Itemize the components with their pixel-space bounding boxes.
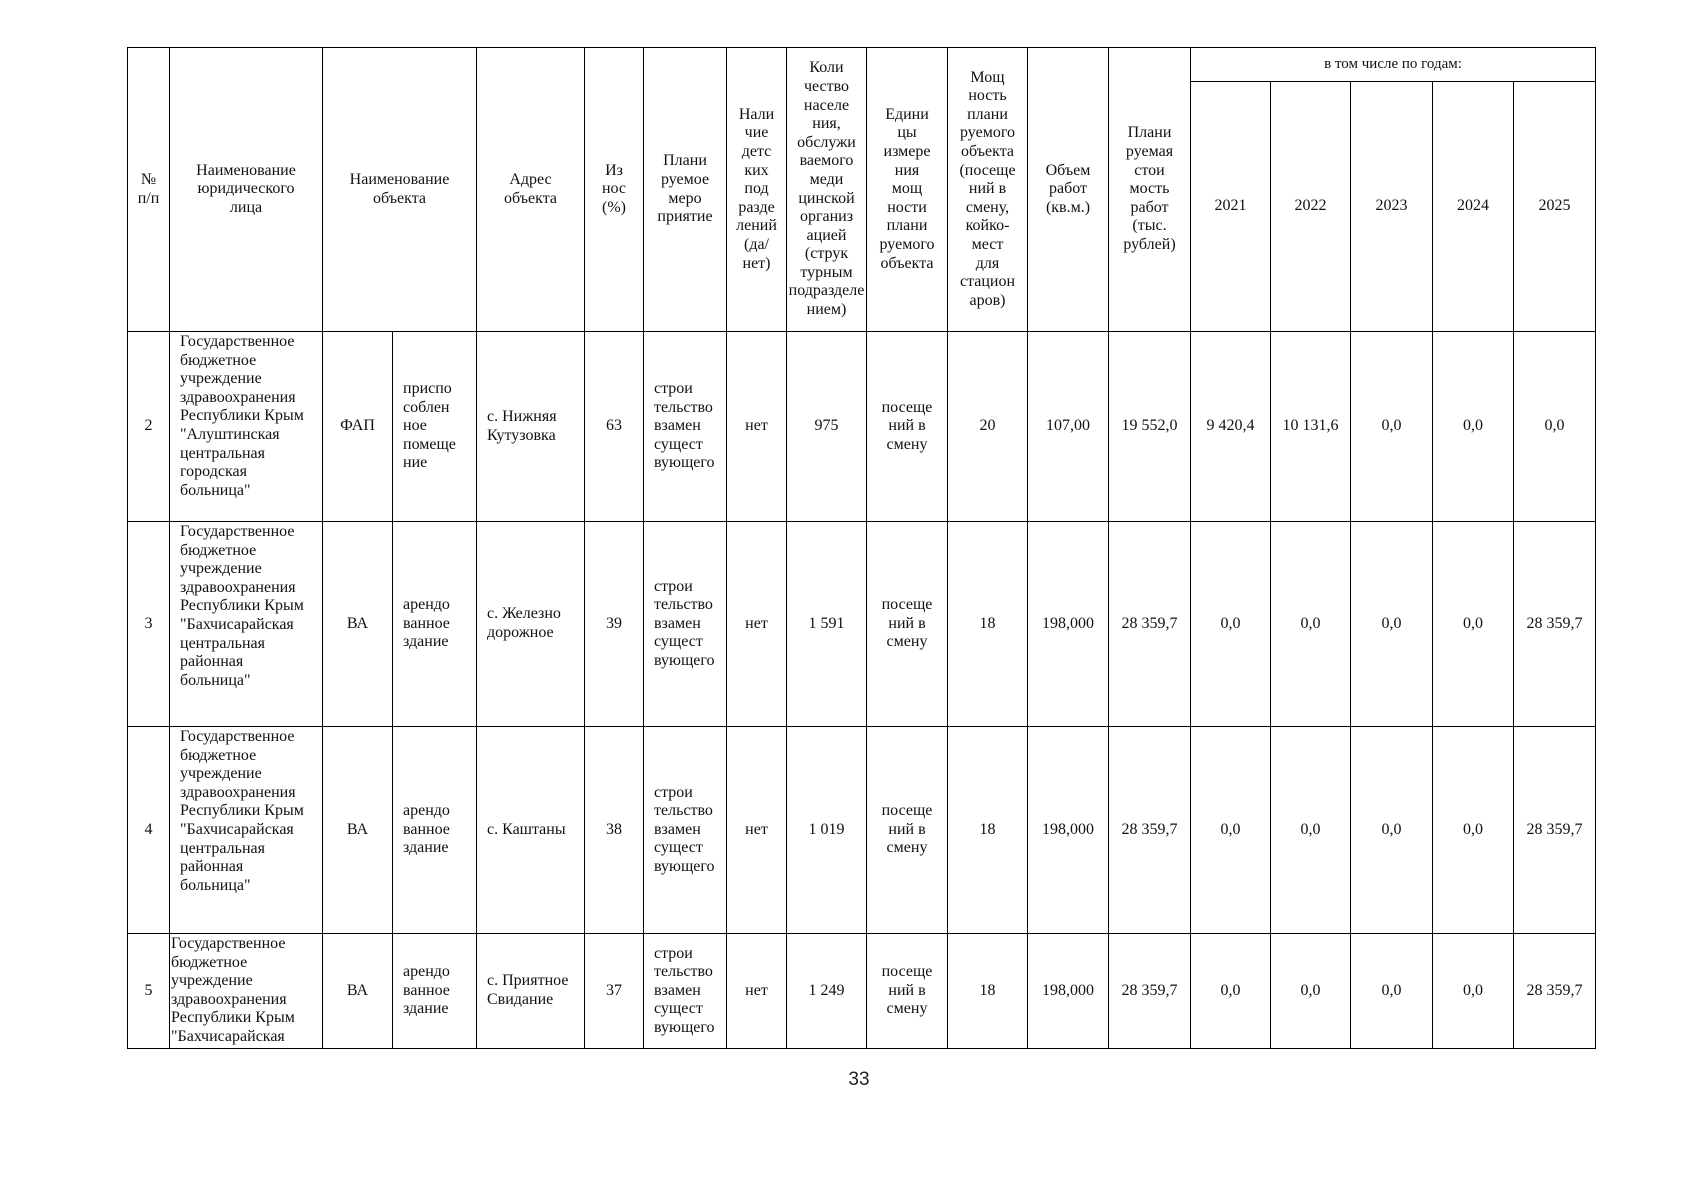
cell-object-type: ВА xyxy=(323,934,393,1049)
cell-year-2022: 0,0 xyxy=(1271,727,1351,934)
cell-planned-cost: 28 359,7 xyxy=(1109,727,1191,934)
header-wear: Из нос (%) xyxy=(585,48,644,332)
cell-year-2023: 0,0 xyxy=(1351,332,1433,522)
cell-capacity-units: посеще ний в смену xyxy=(867,934,948,1049)
cell-num: 4 xyxy=(128,727,170,934)
cell-capacity: 18 xyxy=(948,727,1028,934)
cell-year-2021: 0,0 xyxy=(1191,522,1271,727)
cell-year-2023: 0,0 xyxy=(1351,934,1433,1049)
cell-year-2023: 0,0 xyxy=(1351,522,1433,727)
cell-population: 1 249 xyxy=(787,934,867,1049)
cell-object-type: ВА xyxy=(323,522,393,727)
cell-year-2024: 0,0 xyxy=(1433,727,1514,934)
cell-population: 1 019 xyxy=(787,727,867,934)
cell-year-2025: 28 359,7 xyxy=(1514,727,1596,934)
cell-children-units: нет xyxy=(727,727,787,934)
cell-planned-cost: 28 359,7 xyxy=(1109,522,1191,727)
cell-population: 1 591 xyxy=(787,522,867,727)
table-row xyxy=(128,522,1596,727)
cell-capacity: 18 xyxy=(948,522,1028,727)
cell-children-units: нет xyxy=(727,522,787,727)
cell-year-2021: 0,0 xyxy=(1191,934,1271,1049)
cell-wear: 37 xyxy=(585,934,644,1049)
cell-object-type: ВА xyxy=(323,727,393,934)
header-children-units: Нали чие детс ких под разде лений (да/ нет) xyxy=(727,48,787,332)
cell-children-units: нет xyxy=(727,332,787,522)
header-population: Коли чество населе ния, обслужи ваемого меди цинской организ ацией (струк турным подразделе нием) xyxy=(787,48,867,332)
cell-work-volume: 198,000 xyxy=(1028,522,1109,727)
cell-wear: 63 xyxy=(585,332,644,522)
cell-year-2021: 9 420,4 xyxy=(1191,332,1271,522)
cell-object-type: ФАП xyxy=(323,332,393,522)
cell-capacity-units: посеще ний в смену xyxy=(867,727,948,934)
cell-year-2025: 0,0 xyxy=(1514,332,1596,522)
cell-address: с. Каштаны xyxy=(477,727,585,934)
cell-capacity-units: посеще ний в смену xyxy=(867,332,948,522)
table-row xyxy=(128,934,1596,1049)
cell-year-2022: 10 131,6 xyxy=(1271,332,1351,522)
cell-legal-entity: Государственное бюджетное учреждение здравоохранения Республики Крым "Бахчисарайская центральная районная больница" xyxy=(170,727,323,934)
cell-planned-measure: строи тельство взамен сущест вующего xyxy=(644,934,727,1049)
cell-planned-cost: 19 552,0 xyxy=(1109,332,1191,522)
cell-num: 2 xyxy=(128,332,170,522)
cell-year-2024: 0,0 xyxy=(1433,332,1514,522)
cell-work-volume: 198,000 xyxy=(1028,727,1109,934)
cell-legal-entity: Государственное бюджетное учреждение здравоохранения Республики Крым "Бахчисарайская центральная районная больница" xyxy=(170,522,323,727)
table-row xyxy=(128,332,1596,522)
cell-capacity-units: посеще ний в смену xyxy=(867,522,948,727)
header-capacity: Мощ ность плани руемого объекта (посеще ний в смену, койко- мест для стацион аров) xyxy=(948,48,1028,332)
header-address: Адрес объекта xyxy=(477,48,585,332)
cell-year-2025: 28 359,7 xyxy=(1514,522,1596,727)
cell-children-units: нет xyxy=(727,934,787,1049)
cell-planned-measure: строи тельство взамен сущест вующего xyxy=(644,332,727,522)
cell-object-name: арендо ванное здание xyxy=(393,727,477,934)
investment-table xyxy=(127,47,1596,1049)
header-year-2023: 2023 xyxy=(1351,82,1433,332)
cell-year-2025: 28 359,7 xyxy=(1514,934,1596,1049)
cell-num: 5 xyxy=(128,934,170,1049)
header-work-volume: Объем работ (кв.м.) xyxy=(1028,48,1109,332)
cell-object-name: приспо соблен ное помеще ние xyxy=(393,332,477,522)
cell-population: 975 xyxy=(787,332,867,522)
header-planned-measure: Плани руемое меро приятие xyxy=(644,48,727,332)
header-row xyxy=(128,48,1596,82)
cell-planned-measure: строи тельство взамен сущест вующего xyxy=(644,727,727,934)
header-by-years: в том числе по годам: xyxy=(1191,48,1596,82)
table-body xyxy=(128,332,1596,1049)
cell-object-name: арендо ванное здание xyxy=(393,522,477,727)
page-number: 33 xyxy=(848,1069,870,1090)
cell-year-2022: 0,0 xyxy=(1271,522,1351,727)
header-planned-cost: Плани руемая стои мость работ (тыс. рублей) xyxy=(1109,48,1191,332)
cell-wear: 38 xyxy=(585,727,644,934)
cell-work-volume: 107,00 xyxy=(1028,332,1109,522)
header-year-2021: 2021 xyxy=(1191,82,1271,332)
cell-address: с. Железно дорожное xyxy=(477,522,585,727)
cell-year-2024: 0,0 xyxy=(1433,522,1514,727)
table-row xyxy=(128,727,1596,934)
header-year-2024: 2024 xyxy=(1433,82,1514,332)
header-object-name: Наименование объекта xyxy=(323,48,477,332)
cell-num: 3 xyxy=(128,522,170,727)
cell-planned-measure: строи тельство взамен сущест вующего xyxy=(644,522,727,727)
cell-year-2022: 0,0 xyxy=(1271,934,1351,1049)
header-capacity-units: Едини цы измере ния мощ ности плани руемого объекта xyxy=(867,48,948,332)
cell-address: с. Приятное Свидание xyxy=(477,934,585,1049)
cell-work-volume: 198,000 xyxy=(1028,934,1109,1049)
cell-year-2021: 0,0 xyxy=(1191,727,1271,934)
cell-address: с. Нижняя Кутузовка xyxy=(477,332,585,522)
table-header xyxy=(128,48,1596,332)
cell-year-2024: 0,0 xyxy=(1433,934,1514,1049)
header-legal-entity: Наименование юридического лица xyxy=(170,48,323,332)
cell-legal-entity: Государственное бюджетное учреждение здравоохранения Республики Крым "Бахчисарайская xyxy=(170,934,323,1049)
cell-capacity: 18 xyxy=(948,934,1028,1049)
cell-legal-entity: Государственное бюджетное учреждение здравоохранения Республики Крым "Алуштинская центральная городская больница" xyxy=(170,332,323,522)
cell-planned-cost: 28 359,7 xyxy=(1109,934,1191,1049)
cell-year-2023: 0,0 xyxy=(1351,727,1433,934)
header-year-2022: 2022 xyxy=(1271,82,1351,332)
header-year-2025: 2025 xyxy=(1514,82,1596,332)
cell-object-name: арендо ванное здание xyxy=(393,934,477,1049)
header-num: № п/п xyxy=(128,48,170,332)
cell-capacity: 20 xyxy=(948,332,1028,522)
cell-wear: 39 xyxy=(585,522,644,727)
